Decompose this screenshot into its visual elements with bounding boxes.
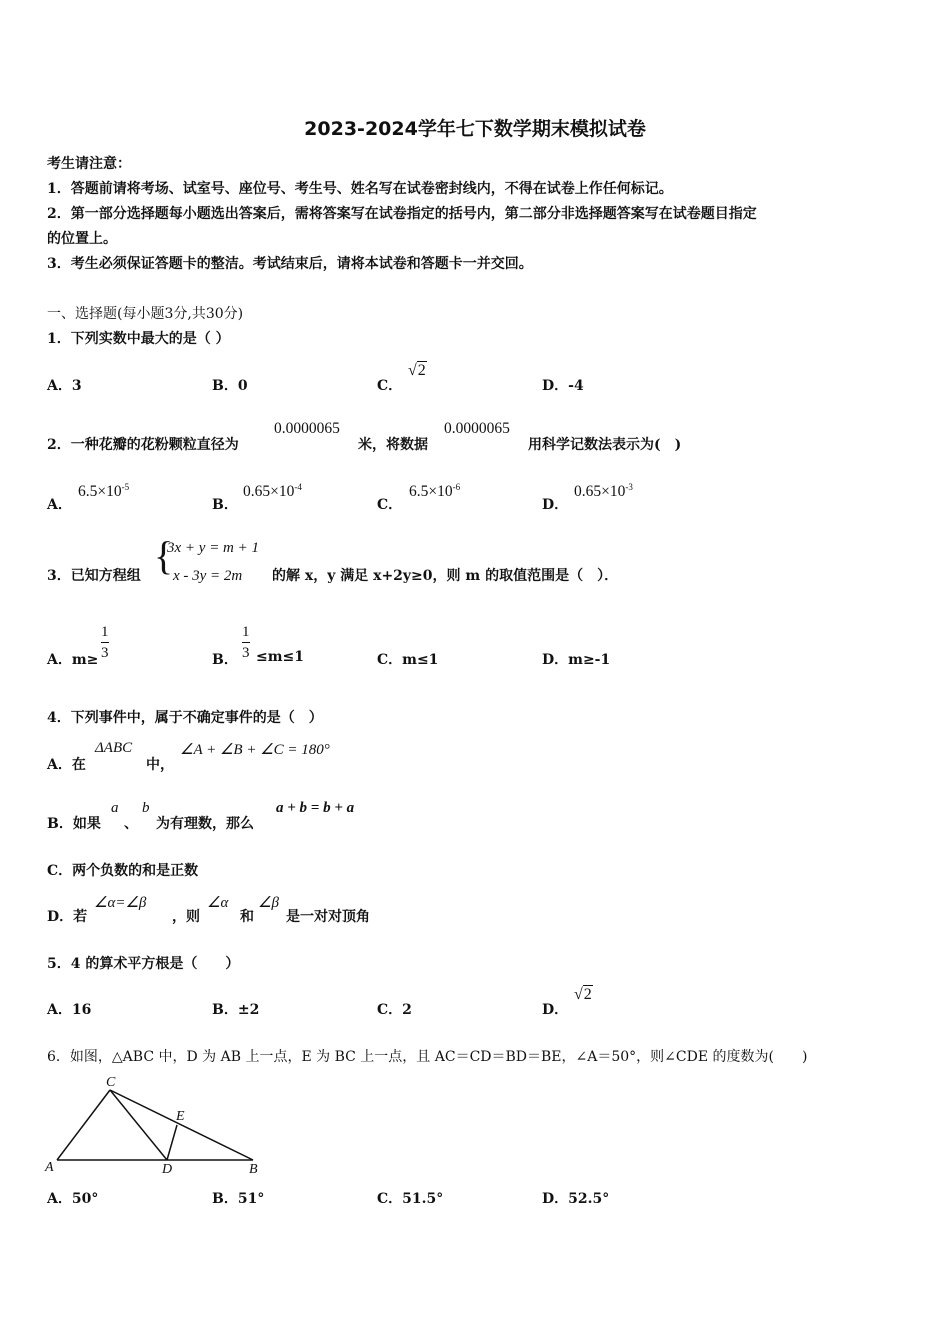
q2-number-2: 0.0000065 — [444, 420, 510, 437]
q4-option-b: B．如果 — [47, 816, 101, 832]
q4-option-d-mid2: 和 — [240, 909, 254, 925]
q2-option-d: D． — [542, 497, 569, 513]
q1-option-d: D．-4 — [542, 378, 584, 394]
q5-option-c: C．2 — [377, 1002, 412, 1018]
q3-option-d: D．m≥-1 — [542, 652, 611, 668]
q3-option-a: A．m≥ — [47, 652, 99, 668]
notice-item-1: 1．答题前请将考场、试室号、座位号、考生号、姓名写在试卷密封线内，不得在试卷上作任何标记。 — [47, 181, 673, 197]
q3-option-c: C．m≤1 — [377, 652, 439, 668]
q3-option-b-tail: ≤m≤1 — [256, 649, 305, 665]
q4-option-a-mid: 中， — [146, 757, 174, 773]
q5-option-b: B．±2 — [212, 1002, 260, 1018]
q2-stem-2: 米，将数据 — [358, 437, 428, 453]
segment-ac — [57, 1090, 110, 1160]
q4-triangle: ΔABC — [95, 740, 133, 756]
q2-option-c-value: $6.5\times 10^{-6}$ — [409, 482, 461, 501]
segment-cd — [110, 1090, 167, 1160]
label-e: E — [176, 1109, 185, 1124]
notice-item-2-cont: 的位置上。 — [47, 231, 117, 247]
q3-fraction-a: 1 3 — [101, 624, 109, 661]
notice-item-3: 3．考生必须保证答题卡的整洁。考试结束后，请将本试卷和答题卡一并交回。 — [47, 256, 533, 272]
q4-option-d-mid1: ，则 — [172, 909, 200, 925]
q1-stem: 1．下列实数中最大的是（ ） — [47, 331, 230, 347]
page-title: 2023-2024学年七下数学期末模拟试卷 — [304, 118, 646, 140]
q4-separator: 、 — [124, 816, 138, 832]
q2-option-a-value: $6.5\times 10^{-5}$ — [78, 482, 130, 501]
q6-option-c: C．51.5° — [377, 1191, 444, 1207]
q4-option-d: D．若 — [47, 909, 88, 925]
q3-equation-1: 3x + y = m + 1 — [167, 540, 260, 556]
q4-option-d-tail: 是一对对顶角 — [286, 909, 370, 925]
q3-stem-2: 的解 x，y 满足 x+2y≥0，则 m 的取值范围是（ ）． — [272, 568, 619, 584]
q1-option-c: C． — [377, 378, 403, 394]
label-b: B — [249, 1162, 258, 1177]
q2-option-a: A． — [47, 497, 72, 513]
q4-angle-sum: ∠A + ∠B + ∠C = 180° — [180, 742, 330, 758]
q3-equation-2: x - 3y = 2m — [173, 568, 243, 584]
q5-option-a: A．16 — [47, 1002, 92, 1018]
q6-option-d: D．52.5° — [542, 1191, 610, 1207]
q3-option-b: B． — [212, 652, 238, 668]
label-a: A — [45, 1160, 54, 1175]
q2-option-d-value: $0.65\times 10^{-3}$ — [574, 482, 633, 501]
label-d: D — [162, 1162, 173, 1177]
q4-option-c: C．两个负数的和是正数 — [47, 863, 199, 879]
q1-sqrt: √2 — [408, 362, 426, 379]
q4-option-a: A．在 — [47, 757, 86, 773]
q4-commutative: a + b = b + a — [276, 800, 355, 816]
q1-option-b: B．0 — [212, 378, 248, 394]
segment-cb — [110, 1090, 253, 1160]
q4-option-b-mid: 为有理数，那么 — [156, 816, 254, 832]
q2-option-c: C． — [377, 497, 403, 513]
q5-option-d: D． — [542, 1002, 569, 1018]
segment-de — [167, 1125, 177, 1160]
q3-stem-1: 3．已知方程组 — [47, 568, 141, 584]
q6-option-a: A．50° — [47, 1191, 99, 1207]
q2-option-b: B． — [212, 497, 238, 513]
q4-angle-equal: ∠α=∠β — [94, 895, 147, 911]
notice-heading: 考生请注意： — [47, 156, 131, 172]
notice-item-2: 2．第一部分选择题每小题选出答案后，需将答案写在试卷指定的括号内，第二部分非选择题答案写在试卷题目指定 — [47, 206, 757, 222]
q4-var-b: b — [142, 800, 150, 816]
q4-angle-beta: ∠β — [258, 895, 279, 911]
q6-stem: 6．如图，△ABC 中，D 为 AB 上一点，E 为 BC 上一点，且 AC＝CD＝BD＝BE，∠A＝50°，则∠CDE 的度数为( ) — [47, 1049, 808, 1065]
equation-brace: { — [154, 533, 174, 578]
q3-fraction-b: 1 3 — [242, 624, 250, 661]
q4-angle-alpha: ∠α — [207, 895, 229, 911]
q2-stem-3: 用科学记数法表示为( ) — [528, 437, 682, 453]
q4-stem: 4．下列事件中，属于不确定事件的是（ ） — [47, 710, 323, 726]
q6-option-b: B．51° — [212, 1191, 265, 1207]
q1-option-a: A．3 — [47, 378, 82, 394]
q4-var-a: a — [111, 800, 119, 816]
q2-option-b-value: $0.65\times 10^{-4}$ — [243, 482, 302, 501]
q5-sqrt: √2 — [574, 986, 592, 1003]
label-c: C — [106, 1075, 116, 1090]
q5-stem: 5．4 的算术平方根是（ ） — [47, 956, 240, 972]
section-heading: 一、选择题(每小题3分,共30分) — [47, 306, 244, 322]
q2-stem-1: 2．一种花瓣的花粉颗粒直径为 — [47, 437, 239, 453]
triangle-figure — [40, 1070, 270, 1180]
q2-number-1: 0.0000065 — [274, 420, 340, 437]
